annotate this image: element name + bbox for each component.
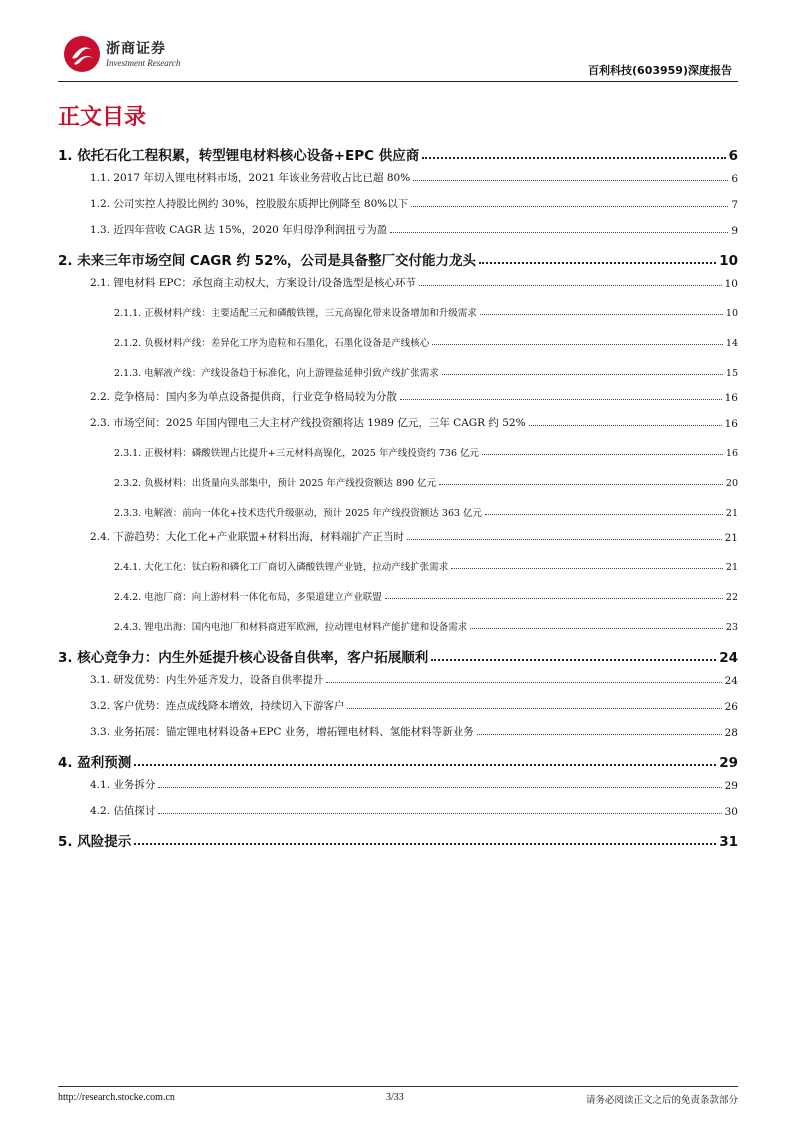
footer-url[interactable]: http://research.stocke.com.cn: [58, 1092, 175, 1103]
toc-entry-title: 4.2. 估值探讨: [90, 805, 156, 817]
toc-entry[interactable]: [58, 529, 738, 544]
toc-entry-title: 2. 未来三年市场空间 CAGR 约 52%，公司是具备整厂交付能力龙头: [58, 253, 476, 269]
toc-entry-title: 3.2. 客户优势：连点成线降本增效，持续切入下游客户: [90, 700, 345, 712]
toc-entry-title: 3.3. 业务拓展：锚定锂电材料设备+EPC 业务，增拓锂电材料、氢能材料等新业务: [90, 726, 474, 738]
toc-entry[interactable]: [58, 365, 738, 379]
toc-entry-page: 30: [724, 806, 738, 818]
toc-entry-title: 3.1. 研发优势：内生外延齐发力，设备自供率提升: [90, 674, 324, 686]
toc-entry[interactable]: [58, 777, 738, 792]
toc-leader-dots: [477, 734, 722, 735]
toc-entry-title: 2.2. 竞争格局：国内多为单点设备提供商，行业竞争格局较为分散: [90, 391, 397, 403]
page-number: 3/33: [386, 1092, 404, 1103]
toc-entry-title: 2.3. 市场空间：2025 年国内锂电三大主材产线投资额将达 1989 亿元，三年 CAGR 约 52%: [90, 417, 526, 429]
toc-entry-title: 2.3.3. 电解液：前向一体化+技术迭代升级驱动，预计 2025 年产线投资额达 363 亿元: [114, 508, 483, 519]
toc-leader-dots: [480, 314, 723, 315]
toc-leader-dots: [326, 682, 721, 683]
toc-entry-page: 31: [719, 834, 738, 850]
toc-entry-title: 1. 依托石化工程积累，转型锂电材料核心设备+EPC 供应商: [58, 148, 420, 164]
toc-entry-page: 6: [728, 148, 738, 164]
toc-entry[interactable]: [58, 475, 738, 489]
toc-entry-title: 1.1. 2017 年切入锂电材料市场，2021 年该业务营收占比已超 80%: [90, 172, 411, 184]
toc-entry-title: 2.1.2. 负极材料产线：差异化工序为造粒和石墨化，石墨化设备是产线核心: [114, 338, 430, 349]
toc-leader-dots: [470, 628, 723, 629]
toc-leader-dots: [442, 374, 723, 375]
toc-entry-title: 1.3. 近四年营收 CAGR 达 15%，2020 年归母净利润扭亏为盈: [90, 224, 388, 236]
toc-leader-dots: [482, 454, 723, 455]
toc-entry[interactable]: [58, 505, 738, 519]
toc-leader-dots: [529, 425, 722, 426]
toc-entry-title: 4. 盈利预测: [58, 755, 132, 771]
toc-entry[interactable]: [58, 445, 738, 459]
toc-entry-page: 24: [719, 650, 738, 666]
toc-entry-title: 2.3.1. 正极材料：磷酸铁锂占比提升+三元材料高镍化，2025 年产线投资约 736 亿元: [114, 448, 480, 459]
toc-entry[interactable]: [58, 275, 738, 290]
toc-entry-page: 16: [724, 418, 738, 430]
toc-entry[interactable]: [58, 305, 738, 319]
toc-entry[interactable]: [58, 830, 738, 850]
toc-entry-page: 10: [725, 308, 738, 319]
toc-leader-dots: [158, 813, 721, 814]
brand-tagline: Investment Research: [106, 58, 181, 68]
toc-leader-dots: [432, 344, 723, 345]
toc-leader-dots: [439, 484, 723, 485]
toc-entry[interactable]: [58, 751, 738, 771]
toc-heading: 正文目录: [58, 105, 147, 130]
toc-entry-title: 2.4. 下游趋势：大化工化+产业联盟+材料出海，材料端扩产正当时: [90, 531, 404, 543]
page-header: [58, 34, 738, 82]
toc-entry-page: 23: [725, 622, 738, 633]
toc-leader-dots: [422, 157, 725, 159]
toc-entry-title: 5. 风险提示: [58, 834, 132, 850]
toc-leader-dots: [158, 787, 721, 788]
disclaimer-note: 请务必阅读正文之后的免责条款部分: [585, 1095, 738, 1106]
toc-entry-title: 2.3.2. 负极材料：出货量向头部集中，预计 2025 年产线投资额达 890 亿元: [114, 478, 437, 489]
toc-entry-title: 2.1. 锂电材料 EPC：承包商主动权大，方案设计/设备选型是核心环节: [90, 277, 417, 289]
toc-entry-page: 22: [725, 592, 738, 603]
toc-entry-title: 3. 核心竞争力：内生外延提升核心设备自供率，客户拓展顺利: [58, 650, 429, 666]
toc-entry-page: 16: [724, 392, 738, 404]
toc-leader-dots: [411, 206, 728, 207]
toc-entry[interactable]: [58, 249, 738, 269]
toc-leader-dots: [134, 843, 716, 845]
toc-leader-dots: [407, 539, 722, 540]
toc-entry-page: 28: [724, 727, 738, 739]
report-title: 百利科技(603959)深度报告: [588, 64, 732, 77]
toc-entry-page: 24: [724, 675, 738, 687]
toc-entry-title: 2.1.3. 电解液产线：产线设备趋于标准化，向上游锂盐延伸引致产线扩张需求: [114, 368, 439, 379]
toc-entry-page: 29: [724, 780, 738, 792]
toc-entry-title: 2.4.2. 电池厂商：向上游材料一体化布局，多渠道建立产业联盟: [114, 592, 382, 603]
toc-entry-page: 14: [725, 338, 738, 349]
toc-entry[interactable]: [58, 698, 738, 713]
toc-leader-dots: [431, 659, 716, 661]
toc-entry-title: 1.2. 公司实控人持股比例约 30%，控股股东质押比例降至 80%以下: [90, 198, 409, 210]
toc-leader-dots: [485, 514, 723, 515]
toc-entry-page: 7: [731, 199, 738, 211]
toc-leader-dots: [419, 285, 722, 286]
toc-entry-page: 16: [725, 448, 738, 459]
toc-entry[interactable]: [58, 672, 738, 687]
toc-leader-dots: [134, 764, 716, 766]
toc-entry[interactable]: [58, 559, 738, 573]
toc-entry-page: 15: [725, 368, 738, 379]
footer-divider: [58, 1086, 738, 1087]
toc-entry-page: 9: [731, 225, 738, 237]
toc-entry[interactable]: [58, 335, 738, 349]
toc-entry-page: 29: [719, 755, 738, 771]
header-divider: [58, 81, 738, 82]
brokerage-logo-icon: [62, 34, 102, 74]
toc-leader-dots: [385, 598, 723, 599]
toc-entry[interactable]: [58, 619, 738, 633]
toc-leader-dots: [451, 568, 723, 569]
toc-entry[interactable]: [58, 222, 738, 237]
toc-entry[interactable]: [58, 144, 738, 164]
toc-entry[interactable]: [58, 415, 738, 430]
toc-entry-page: 21: [725, 508, 738, 519]
toc-entry[interactable]: [58, 170, 738, 185]
toc-entry-title: 2.4.1. 大化工化：钛白粉和磷化工厂商切入磷酸铁锂产业链，拉动产线扩张需求: [114, 562, 449, 573]
toc-entry-page: 26: [724, 701, 738, 713]
toc-entry-page: 10: [719, 253, 738, 269]
toc-entry[interactable]: [58, 803, 738, 818]
toc-leader-dots: [413, 180, 728, 181]
toc-entry[interactable]: [58, 196, 738, 211]
toc-entry-title: 2.4.3. 锂电出海：国内电池厂和材料商进军欧洲，拉动锂电材料产能扩建和设备需求: [114, 622, 468, 633]
toc-entry-page: 6: [731, 173, 738, 185]
toc-entry[interactable]: [58, 646, 738, 666]
toc-entry-page: 10: [724, 278, 738, 290]
toc-leader-dots: [479, 262, 716, 264]
toc-entry-page: 20: [725, 478, 738, 489]
toc-leader-dots: [347, 708, 721, 709]
toc-entry[interactable]: [58, 724, 738, 739]
toc-entry-page: 21: [724, 532, 738, 544]
toc-entry[interactable]: [58, 389, 738, 404]
toc-entry[interactable]: [58, 589, 738, 603]
toc-entry-title: 2.1.1. 正极材料产线：主要适配三元和磷酸铁锂，三元高镍化带来设备增加和升级需求: [114, 308, 477, 319]
toc-leader-dots: [400, 399, 722, 400]
toc-entry-title: 4.1. 业务拆分: [90, 779, 156, 791]
toc-leader-dots: [390, 232, 728, 233]
toc-entry-page: 21: [725, 562, 738, 573]
brand-name: 浙商证券: [106, 41, 166, 57]
